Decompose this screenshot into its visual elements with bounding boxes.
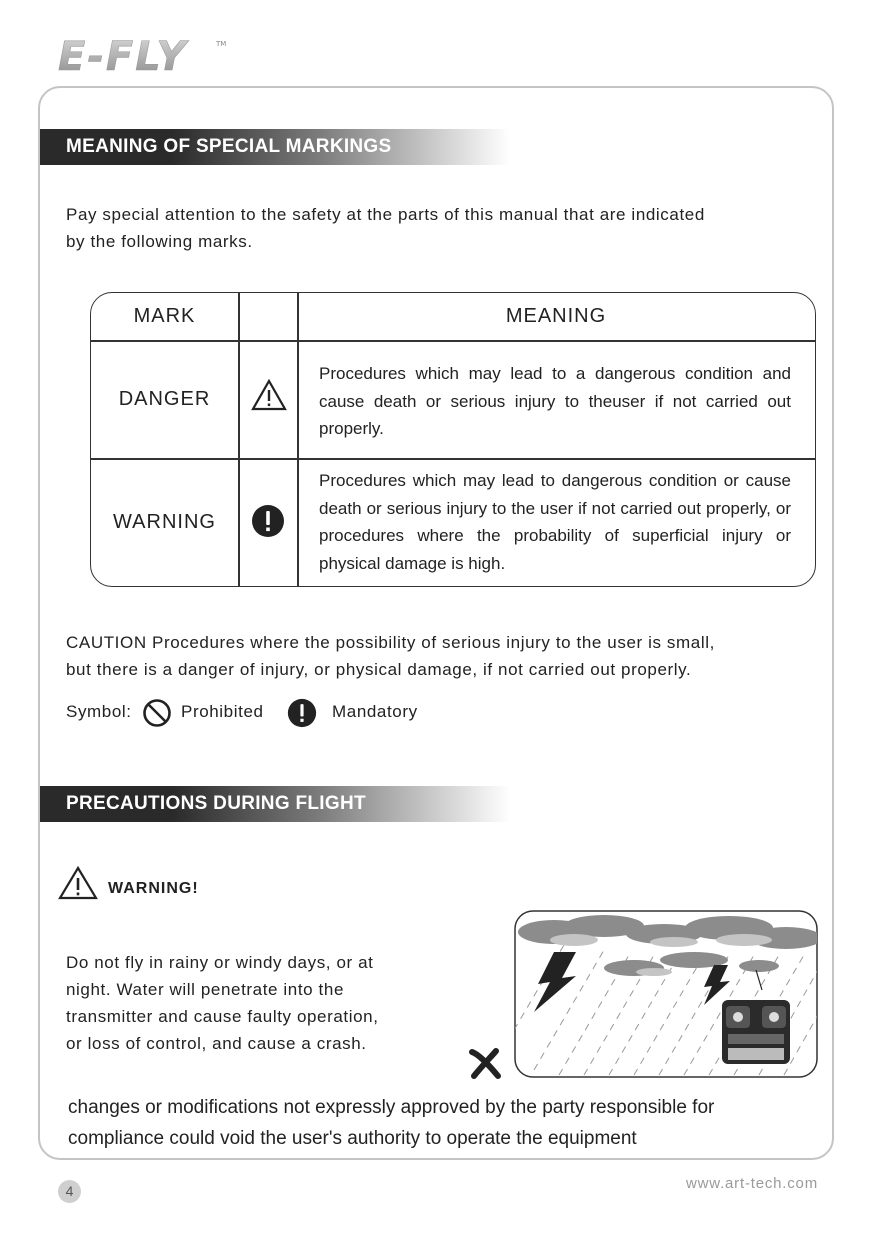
prohibited-icon [142,698,172,728]
flight-warning-line-2: night. Water will penetrate into the [66,980,344,999]
table-header-meaning: MEANING [505,305,607,327]
fcc-notice [68,1092,828,1154]
flight-warning-line-1: Do not fly in rainy or windy days, or at [66,953,374,972]
svg-text:E-FLY: E-FLY [58,34,188,78]
table-header-mark: MARK [133,305,196,327]
table-divider [91,340,815,342]
e-fly-logo [56,34,236,78]
exclamation-circle-icon [251,504,285,538]
svg-text:TM: TM [216,40,227,48]
warning-label: WARNING! [108,880,199,897]
mandatory-label: Mandatory [332,702,418,721]
section-title-special-markings: MEANING OF SPECIAL MARKINGS [40,129,510,165]
website-link[interactable]: www.art-tech.com [686,1175,818,1192]
flight-warning-line-4: or loss of control, and cause a crash. [66,1034,367,1053]
meaning-danger: Procedures which may lead to a dangerous condition and cause death or serious injury to theuser if not carried out properly. [319,364,791,438]
caution-paragraph [66,629,826,683]
warning-triangle-icon [58,866,98,900]
intro-line-1: Pay special attention to the safety at the parts of this manual that are indicated [66,205,705,224]
flight-warning-line-3: transmitter and cause faulty operation, [66,1007,379,1026]
flight-warning-paragraph [66,949,426,1057]
table-divider [238,293,240,586]
notice-line-1: changes or modifications not expressly approved by the party responsible for [68,1097,715,1118]
table-divider [91,458,815,460]
mark-warning: WARNING [113,511,216,533]
mandatory-icon [287,698,317,728]
mark-danger: DANGER [118,388,211,410]
intro-line-2: by the following marks. [66,232,253,251]
prohibited-label: Prohibited [181,702,264,721]
caution-line-2: but there is a danger of injury, or physical damage, if not carried out properly. [66,660,692,679]
cross-mark-icon [468,1048,504,1080]
storm-transmitter-illustration [514,910,818,1078]
meaning-warning: Procedures which may lead to dangerous condition or cause death or serious injury to the user if not carried out properly, or procedures where the probability of superficial injury or physical damage is high. [319,471,791,573]
intro-paragraph [66,201,806,255]
section-title-precautions: PRECAUTIONS DURING FLIGHT [40,786,510,822]
caution-line-1: CAUTION Procedures where the possibility of serious injury to the user is small, [66,633,715,652]
notice-line-2: compliance could void the user's authority to operate the equipment [68,1128,637,1149]
table-divider [297,293,299,586]
markings-table [90,292,816,587]
symbol-label: Symbol: [66,702,132,721]
warning-triangle-icon [251,379,287,411]
page-number: 4 [58,1180,81,1203]
